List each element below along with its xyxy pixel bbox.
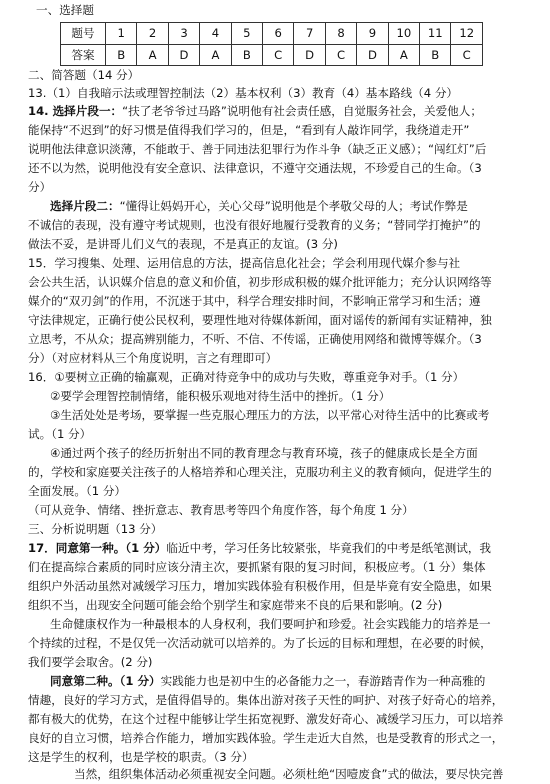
- q16-line: 的，学校和家庭要关注孩子的人格培养和心理关注，克服功利主义的教育倾向，促进学生的: [28, 465, 492, 479]
- answer-cell: B: [420, 44, 451, 66]
- q14-line: [50, 198, 524, 216]
- q15-line: 立思考，不从众；提高辨别能力，不听、不信、不传谣，正确使用网络和微博等媒介。（3: [28, 332, 482, 346]
- q16-line: ③生活处处是考场，要掌握一些克服心理压力的方法，以平常心对待生活中的比赛或考: [50, 408, 490, 422]
- q14-fragment1-label: 14. 选择片段一：: [28, 104, 123, 118]
- answer-cell: B: [106, 44, 137, 66]
- question-number-cell: 11: [420, 23, 451, 45]
- q16-note: （可从竞争、情绪、挫折意志、教育思考等四个角度作答，每个角度 1 分）: [28, 503, 414, 517]
- q17-line: 个持续的过程，不是仅凭一次活动就可以培养的。为了长远的目标和理想，在必要的时候，: [28, 636, 492, 650]
- section-title-short-answer: 二、简答题（14 分）: [28, 68, 140, 82]
- q17-line: 这是学生的权利，也是学校的职责。（3 分）: [28, 750, 254, 764]
- q15-line: 15．学习搜集、处理、运用信息的方法，提高信息化社会；学会利用现代媒介参与社: [28, 256, 461, 270]
- answer-cell: C: [325, 44, 356, 66]
- q17-line: 生命健康权作为一种最根本的人身权利，我们要呵护和珍爱。社会实践能力的培养是一: [50, 617, 491, 631]
- question-number-cell: 8: [325, 23, 356, 45]
- q17-text: 临近中考，学习任务比较紧张，毕竟我们的中考是纸笔测试，我: [166, 541, 492, 555]
- q14-text: “懂得让妈妈开心，关心父母”说明他是个孝敬父母的人；考试作弊是: [119, 199, 468, 213]
- row-header-number: 题号: [61, 23, 106, 45]
- answer-cell: B: [231, 44, 262, 66]
- answer-cell: C: [451, 44, 483, 66]
- section-title-choice: 一、选择题: [36, 3, 94, 17]
- q14-line: 分）: [28, 180, 52, 194]
- answer-table-number-row: [61, 23, 483, 45]
- q16-label: 16．: [28, 370, 55, 384]
- q17-line: 良好的自立习惯，培养合作能力，增加实践体验。学生走近大自然，也是受教育的形式之一，: [28, 731, 504, 745]
- question-number-cell: 1: [106, 23, 137, 45]
- q14-fragment2-label: 选择片段二：: [50, 199, 120, 213]
- q14-line: 能保持“不迟到”的好习惯是值得我们学习的，但是，“看到有人敲诈同学，我绕道走开”: [28, 123, 470, 137]
- section-title-analysis: 三、分析说明题（13 分）: [28, 522, 163, 536]
- q17-line: 组织不当，出现安全问题可能会给个别学生和家庭带来不良的后果和影响。(2 分): [28, 598, 443, 612]
- q17-line: 当然，组织集体活动必须重视安全问题。必须杜绝“因噎废食”式的做法，要尽快完善: [74, 767, 504, 781]
- q17-line: 都有极大的优势，在这个过程中能够让学生拓宽视野、激发好奇心、减缓学习压力，可以培养: [28, 712, 504, 726]
- question-number-cell: 10: [388, 23, 419, 45]
- q17-text: 实践能力也是初中生的必备能力之一，春游踏青作为一种高雅的: [160, 674, 486, 688]
- q13-answer: 13.（1）自我暗示法或理智控制法（2）基本权利（3）教育（4）基本路线（4 分）: [28, 86, 459, 100]
- q16-line: 全面发展。（1 分）: [28, 484, 127, 498]
- answer-table-answer-row: [61, 44, 483, 66]
- question-number-cell: 5: [231, 23, 262, 45]
- q15-line: 会公共生活，认识媒介信息的意义和价值，初步形成积极的媒介批评能力；充分认识网络等: [28, 275, 492, 289]
- answer-cell: C: [263, 44, 294, 66]
- q17-line: 我们要学会取舍。(2 分): [28, 655, 153, 669]
- q17-line: 组织户外活动虽然对减缓学习压力，增加实践体验有积极作用，但是毕竟有安全隐患，如果: [28, 579, 492, 593]
- question-number-cell: 7: [294, 23, 325, 45]
- q16-line: 试。（1 分）: [28, 427, 92, 441]
- answer-cell: A: [388, 44, 419, 66]
- q15-line: 守法律规定，正确行使公民权利，要理性地对待媒体新闻，面对谣传的新闻有实证精神，独: [28, 313, 492, 327]
- q14-line: 说明他法律意识淡薄，不能敢于、善于同违法犯罪行为作斗争（缺乏正义感）；“闯红灯”后: [28, 142, 487, 156]
- q14-line: 不诚信的表现，没有遵守考试规则，也没有很好地履行受教育的义务；“替同学打掩护”的: [28, 218, 481, 232]
- q16-line: ②要学会理智控制情绪，能积极乐观地对待生活中的挫折。（1 分）: [50, 389, 391, 403]
- q14-line: 还不以为然，说明他没有安全意识、法律意识，不遵守交通法规，不珍爱自己的生命。（3: [28, 161, 482, 175]
- question-number-cell: 9: [357, 23, 388, 45]
- q14-text: “扶了老爷爷过马路”说明他有社会责任感，自觉服务社会，关爱他人；: [122, 104, 482, 118]
- q17-line: [50, 673, 524, 691]
- question-number-cell: 4: [200, 23, 231, 45]
- answer-cell: A: [200, 44, 231, 66]
- q16-line: ④通过两个孩子的经历折射出不同的教育理念与教育环境，孩子的健康成长是全方面: [50, 446, 478, 460]
- row-header-answer: 答案: [61, 44, 106, 66]
- q14-line: 做法不妥，是讲哥儿们义气的表现，不是真正的友谊。(3 分): [28, 237, 338, 251]
- q15-line: 分）（对应材料从三个角度说明，言之有理即可）: [28, 351, 278, 365]
- q17-option2-label: 同意第二种。（1 分）: [50, 674, 161, 688]
- q16-item: ①要树立正确的输赢观，正确对待竞争中的成功与失败，尊重竞争对手。（1 分）: [54, 370, 465, 384]
- q17-line: 情趣，良好的学习方式，是值得倡导的。集体出游对孩子天性的呵护、对孩子好奇心的培养，: [28, 693, 504, 707]
- q17-line: 们在提高综合素质的同时应该分清主次，要抓紧有限的复习时间，积极应考。（1 分）集体: [28, 560, 486, 574]
- question-number-cell: 3: [168, 23, 199, 45]
- answer-table: [60, 22, 483, 66]
- question-number-cell: 6: [263, 23, 294, 45]
- q15-line: 媒介的“双刃剑”的作用，不沉迷于其中，科学合理安排时间，不影响正常学习和生活；遵: [28, 294, 481, 308]
- answer-cell: D: [294, 44, 325, 66]
- q17-line: [28, 540, 524, 558]
- answer-cell: D: [168, 44, 199, 66]
- q17-option1-label: 17．同意第一种。（1 分）: [28, 541, 167, 555]
- q14-line: [28, 103, 524, 121]
- answer-cell: A: [137, 44, 168, 66]
- question-number-cell: 2: [137, 23, 168, 45]
- q16-line: [28, 369, 524, 387]
- question-number-cell: 12: [451, 23, 483, 45]
- answer-cell: D: [357, 44, 388, 66]
